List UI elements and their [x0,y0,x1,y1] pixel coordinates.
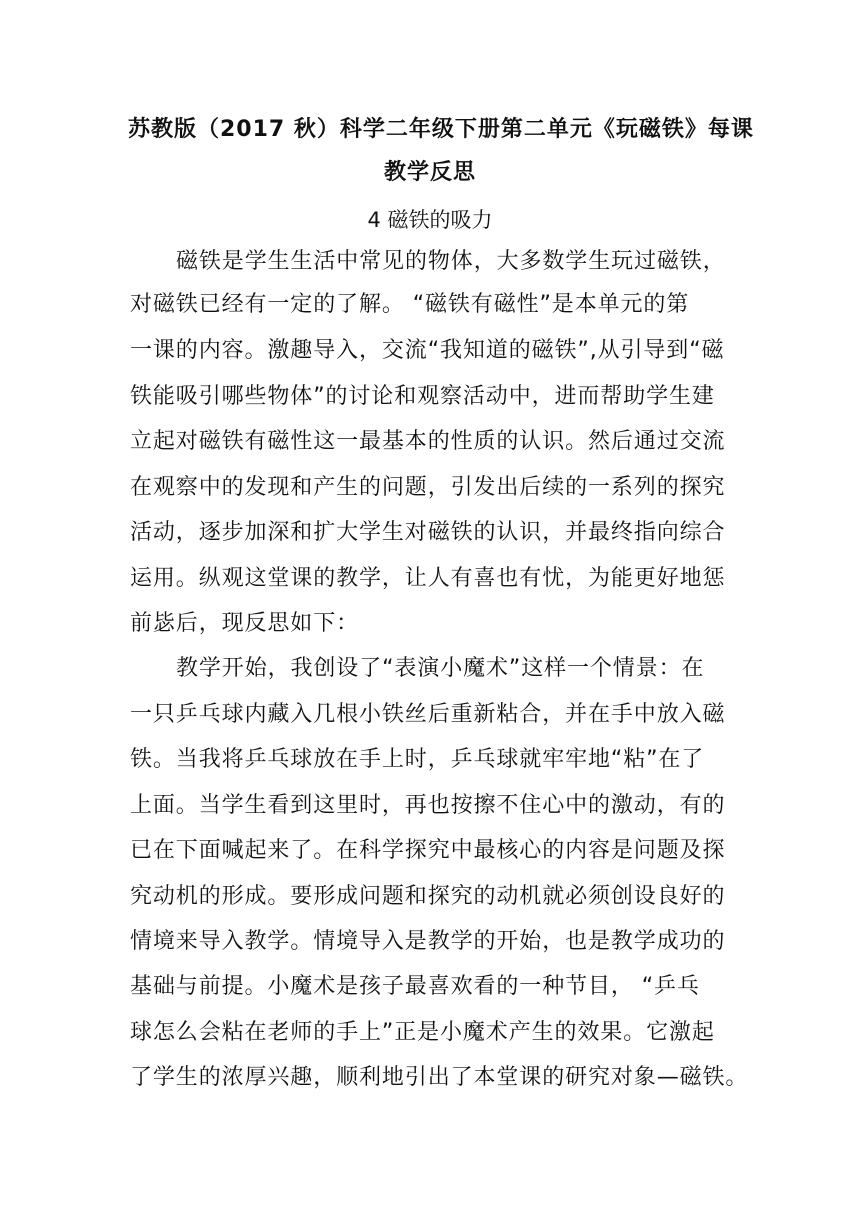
paragraph-2-line: 了学生的浓厚兴趣，顺利地引出了本堂课的研究对象—磁铁。 [130,1065,749,1090]
paragraph-1-line: 铁能吸引哪些物体”的讨论和观察活动中，进而帮助学生建 [130,384,715,409]
section-heading: 4 磁铁的吸力 [367,208,493,232]
paragraph-1-line: 磁铁是学生生活中常见的物体，大多数学生玩过磁铁， [176,249,726,274]
document-title-line-2: 教学反思 [383,160,476,185]
paragraph-1-line: 前毖后，现反思如下： [130,611,360,636]
paragraph-1-line: 对磁铁已经有一定的了解。 “磁铁有磁性”是本单元的第 [130,292,690,317]
paragraph-2-line: 教学开始，我创设了“表演小魔术”这样一个情景：在 [176,656,705,681]
paragraph-1-line: 在观察中的发现和产生的问题，引发出后续的一系列的探究 [130,475,726,500]
paragraph-1-line: 运用。纵观这堂课的教学，让人有喜也有忧，为能更好地惩 [130,566,726,591]
paragraph-2-line: 一只乒乓球内藏入几根小铁丝后重新粘合，并在手中放入磁 [130,702,726,727]
paragraph-2-line: 已在下面喊起来了。在科学探究中最核心的内容是问题及探 [130,838,726,863]
paragraph-1-line: 活动，逐步加深和扩大学生对磁铁的认识，并最终指向综合 [130,520,726,545]
paragraph-2-line: 铁。当我将乒乓球放在手上时，乒乓球就牢牢地“粘”在了 [130,747,705,772]
document-title-line-1: 苏教版（2017 秋）科学二年级下册第二单元《玩磁铁》每课 [128,117,754,142]
paragraph-2-line: 球怎么会粘在老师的手上”正是小魔术产生的效果。它激起 [130,1020,715,1045]
paragraph-2-line: 情境来导入教学。情境导入是教学的开始，也是教学成功的 [130,929,726,954]
paragraph-2-line: 基础与前提。小魔术是孩子最喜欢看的一种节目， “乒乓 [130,974,700,999]
paragraph-2-line: 究动机的形成。要形成问题和探究的动机就必须创设良好的 [130,884,726,909]
paragraph-1-line: 一课的内容。激趣导入，交流“我知道的磁铁”,从引导到“磁 [130,338,725,363]
paragraph-1-line: 立起对磁铁有磁性这一最基本的性质的认识。然后通过交流 [130,429,726,454]
paragraph-2-line: 上面。当学生看到这里时，再也按擦不住心中的激动，有的 [130,793,726,818]
